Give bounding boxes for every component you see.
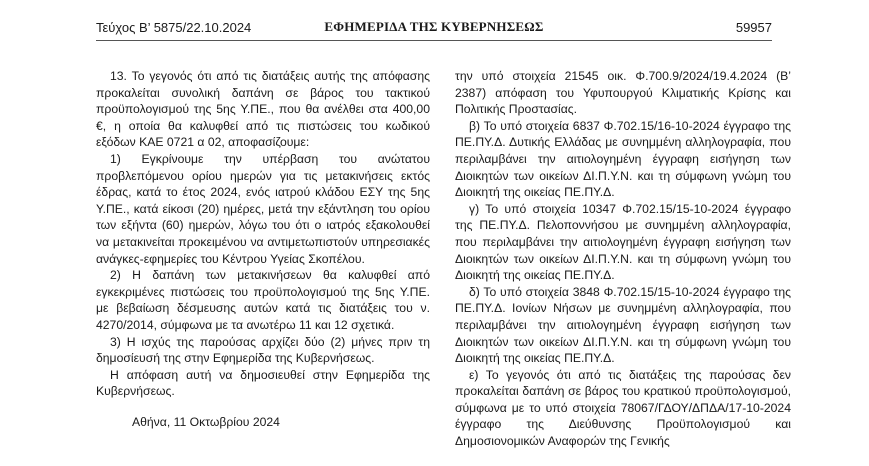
paragraph-d: δ) Το υπό στοιχεία 3848 Φ.702.15/15-10-2024 έγγραφο της ΠΕ.ΠΥ.Δ. Ιονίων Νήσων με συνημμένη αλληλογραφία, που περιλαμβάνει την αιτιολογημένη έγγραφη εισήγηση των Διοικητών των οικείων ΔΙ.Π.Υ.Ν. και τη σύμφωνη γνώμη του Διοικητή της οικείας ΠΕ.ΠΥ.Δ. [455,284,791,366]
paragraph-continuation: την υπό στοιχεία 21545 οικ. Φ.700.9/2024/19.4.2024 (Β’ 2387) απόφαση του Υφυπουργού Κλιματικής Κρίσης και Πολιτικής Προστασίας. [455,69,791,117]
left-column [96,68,430,430]
paragraph-publication: Η απόφαση αυτή να δημοσιευθεί στην Εφημερίδα της Κυβερνήσεως. [96,367,430,399]
right-column [455,68,791,450]
paragraph-c: γ) Το υπό στοιχεία 10347 Φ.702.15/15-10-2024 έγγραφο της ΠΕ.ΠΥ.Δ. Πελοποννήσου με συνημμένη αλληλογραφία, που περιλαμβάνει την αιτιολογημένη έγγραφη εισήγηση των Διοικητών των οικείων ΔΙ.Π.Υ.Ν. και τη σύμφωνη γνώμη του Διοικητή της οικείας ΠΕ.ΠΥ.Δ. [455,201,791,283]
paragraph-decision-2: 2) Η δαπάνη των μετακινήσεων θα καλυφθεί από εγκεκριμένες πιστώσεις του προϋπολογισμού της 5ης Υ.ΠΕ. με βεβαίωση δέσμευσης αυτών κατά τις διατάξεις του ν. 4270/2014, σύμφωνα με τα ανωτέρω 11 και 12 σχετικά. [96,268,430,332]
paragraph-decision-1: 1) Εγκρίνουμε την υπέρβαση του ανώτατου προβλεπόμενου ορίου ημερών για τις μετακινήσεις εκτός έδρας, κατά το έτος 2024, ενός ιατρού κλάδου ΕΣΥ της 5ης Υ.ΠΕ., κατά είκοσι (20) ημέρες, μετά την εξάντληση του ορίου των εξήντα (60) ημερών, λόγω του ότι ο ιατρός εξακολουθεί να μετακινείται προκειμένου να αντιμετωπιστούν υπηρεσιακές ανάγκες-εφημερίες του Κέντρου Υγείας Σκοπέλου. [96,151,430,266]
date-line: Αθήνα, 11 Οκτωβρίου 2024 [132,414,280,429]
paragraph-13: 13. Το γεγονός ότι από τις διατάξεις αυτής της απόφασης προκαλείται συνολική δαπάνη σε βάρος του τακτικού προϋπολογισμού της 5ης Υ.ΠΕ., που θα ανέλθει στα 400,00 €, η οποία θα καλυφθεί από τις πιστώσεις του κωδικού εξόδων ΚΑΕ 0721 α 02, αποφασίζουμε: [96,69,430,150]
page-header [96,20,772,38]
page-number: 59957 [735,20,772,35]
header-rule [96,40,772,41]
paragraph-b: β) Το υπό στοιχεία 6837 Φ.702.15/16-10-2024 έγγραφο της ΠΕ.ΠΥ.Δ. Δυτικής Ελλάδας με συνημμένη αλληλογραφία, που περιλαμβάνει την αιτιολογημένη έγγραφη εισήγηση των Διοικητών των οικείων ΔΙ.Π.Υ.Ν. και τη σύμφωνη γνώμη του Διοικητή της οικείας ΠΕ.ΠΥ.Δ. [455,118,791,200]
gazette-title: ΕΦΗΜΕΡΙΔΑ ΤΗΣ ΚΥΒΕΡΝΗΣΕΩΣ [324,19,544,34]
paragraph-e: ε) Το γεγονός ότι από τις διατάξεις της παρούσας δεν προκαλείται δαπάνη σε βάρος του κρατικού προϋπολογισμού, σύμφωνα με το υπό στοιχεία 78067/ΓΔΟΥ/ΔΠΔΑ/17-10-2024 έγγραφο της Διεύθυνσης Προϋπολογισμού και Δημοσιονομικών Αναφορών της Γενικής [455,367,791,449]
paragraph-decision-3: 3) Η ισχύς της παρούσας αρχίζει δύο (2) μήνες πριν τη δημοσίευσή της στην Εφημερίδα της Κυβερνήσεως. [96,334,430,366]
issue-number: Τεύχος Β’ 5875/22.10.2024 [96,20,252,35]
